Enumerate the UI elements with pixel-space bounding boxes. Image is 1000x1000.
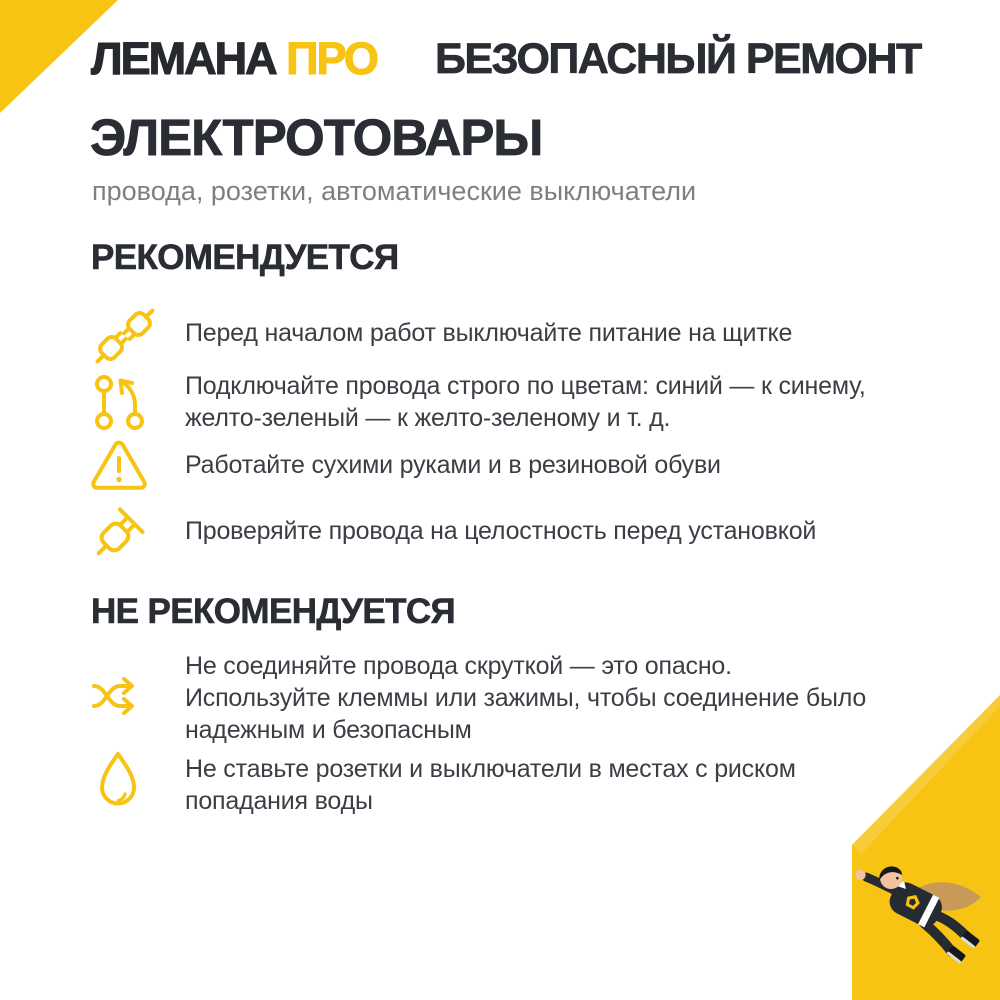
plug-icon — [86, 498, 154, 566]
recommended-item — [185, 449, 925, 481]
category-title: ЭЛЕКТРОТОВАРЫ — [90, 109, 543, 166]
brand-logo-accent: ПРО — [286, 33, 377, 84]
recommended-heading: РЕКОМЕНДУЕТСЯ — [91, 238, 399, 277]
item-line: Подключайте провода строго по цветам: синий — к синему, — [185, 372, 866, 400]
item-line: Работайте сухими руками и в резиновой обуви — [185, 451, 721, 479]
item-line: надежным и безопасным — [185, 716, 472, 744]
item-line: Не соединяйте провода скруткой — это опасно. — [185, 652, 732, 680]
item-line: желто-зеленый — к желто-зеленому и т. д. — [185, 404, 671, 432]
poster-title: БЕЗОПАСНЫЙ РЕМОНТ — [435, 35, 921, 83]
not-recommended-heading: НЕ РЕКОМЕНДУЕТСЯ — [91, 592, 456, 631]
item-line: попадания воды — [185, 787, 373, 815]
branch-wires-icon — [91, 373, 149, 439]
category-subtitle: провода, розетки, автоматические выключатели — [92, 176, 697, 206]
not-recommended-item — [185, 650, 925, 746]
warning-triangle-icon — [89, 438, 149, 492]
item-line: Перед началом работ выключайте питание на щитке — [185, 319, 793, 347]
mascot-illustration — [846, 852, 988, 988]
item-line: Используйте клеммы или зажимы, чтобы соединение было — [185, 684, 867, 712]
item-line: Проверяйте провода на целостность перед установкой — [185, 517, 817, 545]
brand-logo-primary: ЛЕМАНА — [91, 33, 276, 84]
not-recommended-item — [185, 753, 925, 817]
brand-logo — [91, 33, 377, 84]
recommended-item — [185, 370, 925, 434]
item-line: Не ставьте розетки и выключатели в местах с риском — [185, 755, 796, 783]
shuffle-arrows-icon — [90, 674, 146, 718]
plugs-connect-icon — [88, 301, 162, 373]
recommended-item — [185, 515, 925, 547]
water-drop-icon — [96, 749, 140, 809]
recommended-item — [185, 317, 925, 349]
